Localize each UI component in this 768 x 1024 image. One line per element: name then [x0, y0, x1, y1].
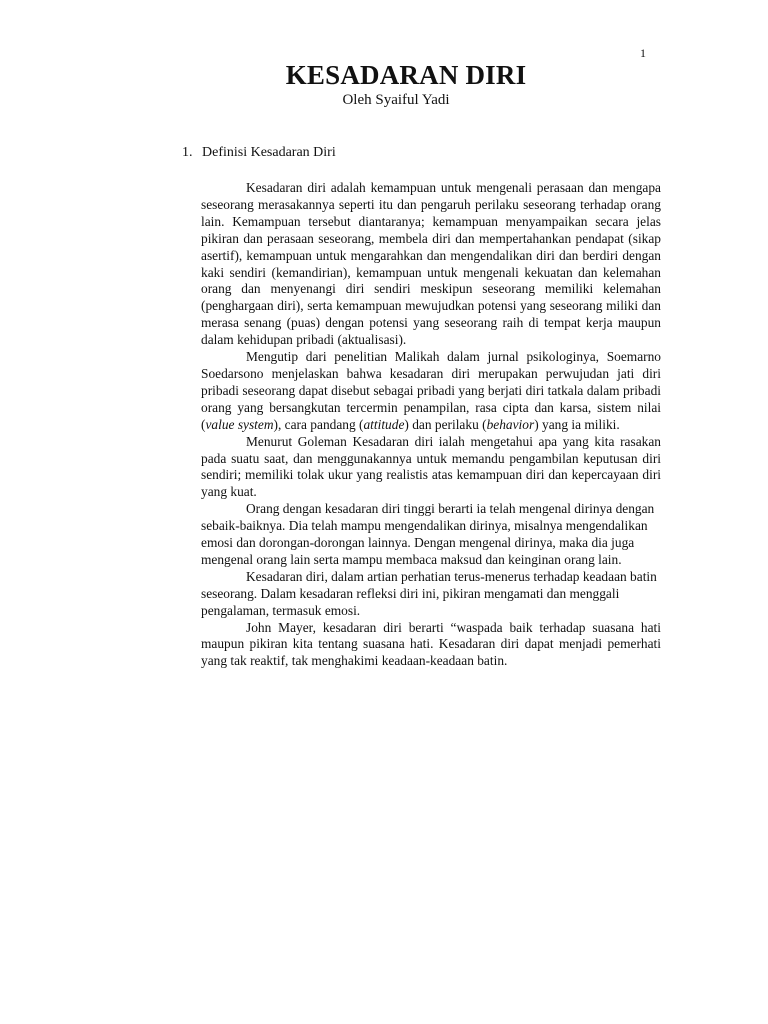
paragraph-inner-state: Kesadaran diri, dalam artian perhatian terus-menerus terhadap keadaan batin seseorang. Dalam kesadaran refleksi diri ini, pikiran mengamati dan menggali pengalaman, termasuk emosi. [201, 568, 657, 618]
section-heading [182, 145, 336, 161]
paragraph-text: ) yang ia miliki. [534, 416, 620, 432]
paragraph-goleman: Menurut Goleman Kesadaran diri ialah mengetahui apa yang kita rasakan pada suatu saat, dan menggunakannya untuk memandu pengambilan keputusan diri sendiri; memiliki tolak ukur yang realistis atas kemampuan diri dan kepercayaan diri yang kuat. [201, 433, 661, 500]
document-title: KESADARAN DIRI [285, 60, 527, 90]
italic-term: value system [205, 416, 274, 432]
paragraph-john-mayer: John Mayer, kesadaran diri berarti “waspada baik terhadap suasana hati maupun pikiran kita tentang suasana hati. Kesadaran diri dapat menjadi pemerhati yang tak reaktif, tak menghakimi keadaan-keadaan batin. [201, 619, 661, 669]
body-text [201, 180, 661, 670]
section-title: Definisi Kesadaran Diri [202, 145, 336, 160]
paragraph-soedarsono [201, 349, 661, 434]
document-author: Oleh Syaiful Yadi [342, 92, 450, 108]
italic-term: behavior [486, 416, 535, 432]
paragraph-high-awareness: Orang dengan kesadaran diri tinggi berarti ia telah mengenal dirinya dengan sebaik-baiknya. Dia telah mampu mengendalikan dirinya, misalnya mengendalikan emosi dan dorongan-dorongan lainnya. Dengan mengenal dirinya, maka dia juga mengenal orang lain serta mampu membaca maksud dan keinginan orang lain. [201, 501, 655, 567]
italic-term: attitude [363, 416, 405, 432]
page-number: 1 [640, 46, 646, 60]
paragraph-text: ) dan perilaku ( [404, 416, 487, 432]
section-number: 1. [182, 145, 193, 160]
paragraph-definition: Kesadaran diri adalah kemampuan untuk mengenali perasaan dan mengapa seseorang merasakannya seperti itu dan pengaruh perilaku seseorang terhadap orang lain. Kemampuan tersebut diantaranya; kemampuan menyampaikan secara jelas pikiran dan perasaan seseorang, membela diri dan mempertahankan pendapat (sikap asertif), kemampuan untuk mengarahkan dan mengendalikan diri dan berdiri dengan kaki sendiri (kemandirian), kemampuan untuk mengenali kekuatan dan kelemahan orang dan menyenangi diri sendiri meskipun seseorang memiliki kelemahan (penghargaan diri), serta kemampuan mewujudkan potensi yang seseorang miliki dan merasa senang (puas) dengan potensi yang seseorang raih di tempat kerja maupun dalam kehidupan pribadi (aktualisasi). [201, 180, 661, 348]
paragraph-text: ), cara pandang ( [273, 416, 364, 432]
paragraph-text: Mengutip dari penelitian Malikah dalam jurnal psikologinya, Soemarno Soedarsono menjelaskan bahwa kesadaran diri merupakan perwujudan jati diri pribadi seseorang dapat disebut sebagai pribadi yang berjati diri tatkala dalam pribadi orang yang bersangkutan tercermin penampilan, rasa cipta dan karsa, sistem nilai ( [201, 349, 661, 432]
